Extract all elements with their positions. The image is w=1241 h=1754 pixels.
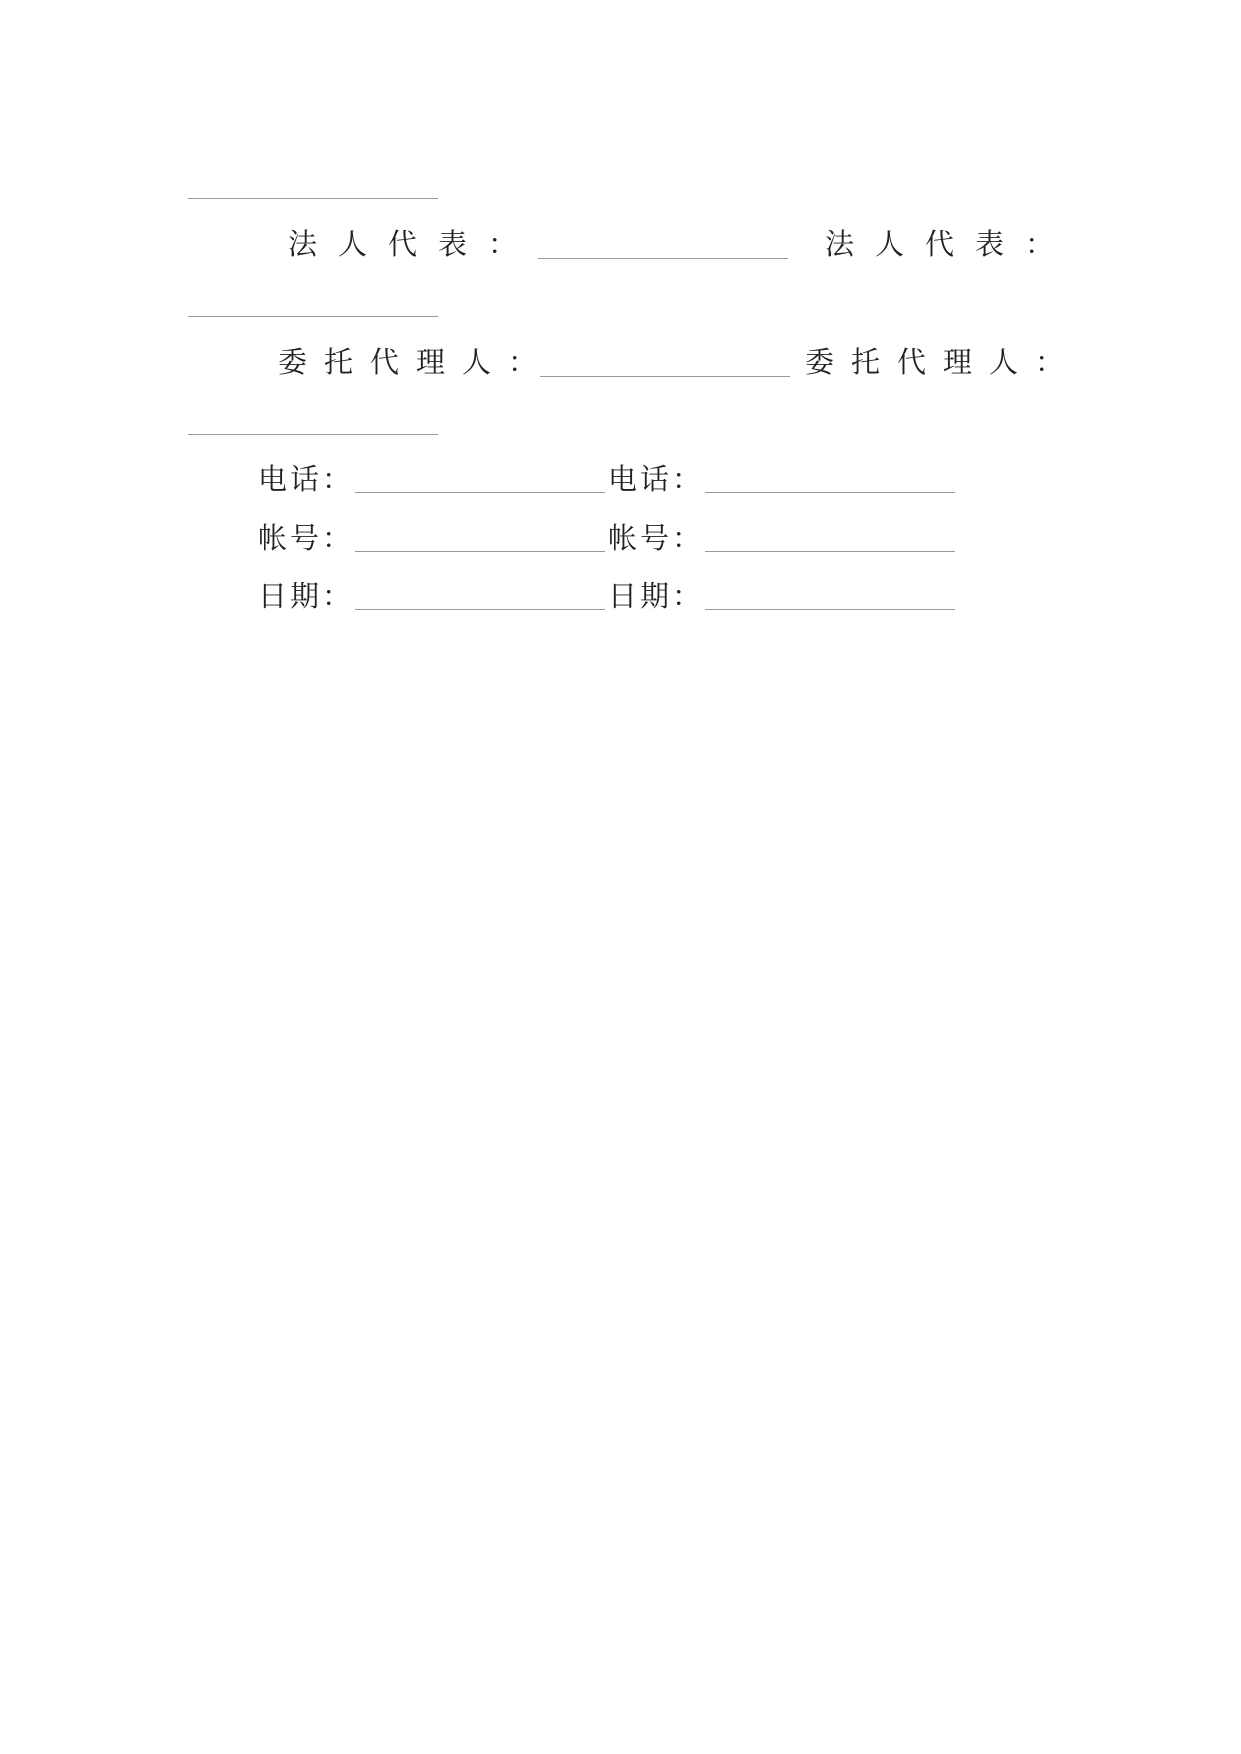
account-label-b: 帐号： (608, 521, 705, 555)
agent-label-a: 委托代理人： (278, 345, 555, 379)
date-blank-b[interactable] (705, 609, 955, 610)
account-blank-b[interactable] (705, 551, 955, 552)
legal-rep-blank-b[interactable] (188, 316, 438, 317)
legal-rep-blank-a[interactable] (538, 258, 788, 259)
blank-line-top (188, 198, 438, 199)
agent-label-b: 委托代理人： (805, 345, 1082, 379)
legal-rep-label-b: 法人代表： (825, 227, 1076, 261)
phone-blank-a[interactable] (355, 492, 605, 493)
phone-label-b: 电话： (608, 462, 705, 496)
legal-rep-label-a: 法人代表： (288, 227, 539, 261)
date-label-a: 日期： (258, 579, 355, 613)
account-label-a: 帐号： (258, 521, 355, 555)
account-blank-a[interactable] (355, 551, 605, 552)
phone-blank-b[interactable] (705, 492, 955, 493)
phone-label-a: 电话： (258, 462, 355, 496)
agent-blank-a[interactable] (540, 376, 790, 377)
agent-blank-b[interactable] (188, 434, 438, 435)
date-blank-a[interactable] (355, 609, 605, 610)
date-label-b: 日期： (608, 579, 705, 613)
